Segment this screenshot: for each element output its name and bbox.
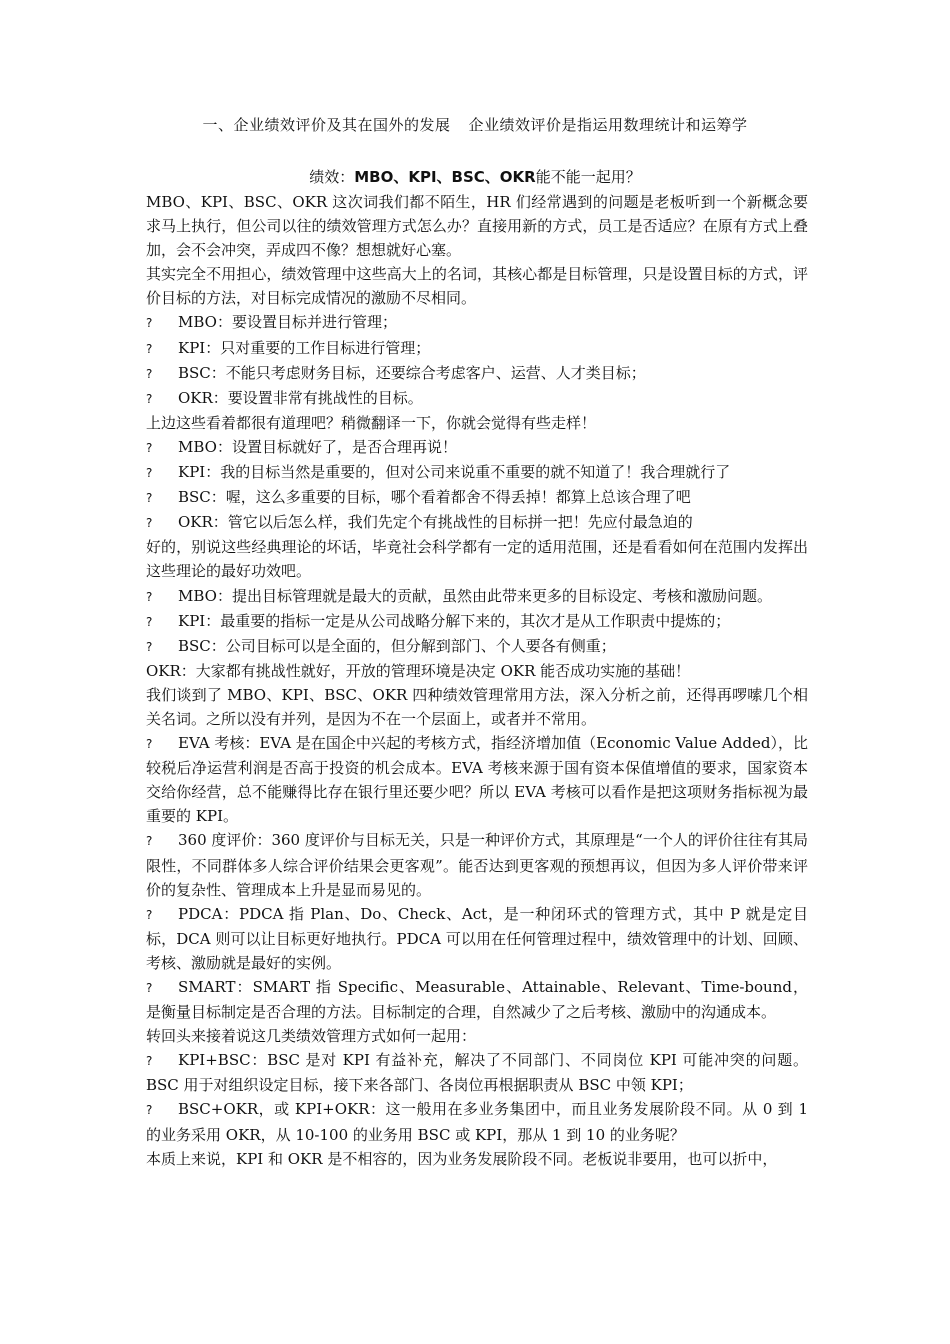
bullet-glyph: ? (146, 907, 153, 922)
paragraph (146, 902, 808, 975)
title-prefix: 绩效： (309, 168, 355, 186)
bullet-glyph: ? (146, 1103, 153, 1118)
paragraph (146, 828, 808, 901)
paragraph-text: BSC：喔，这么多重要的目标，哪个看着都舍不得丢掉！都算上总该合理了吧 (178, 488, 691, 507)
paragraph-text: OKR：大家都有挑战性就好，开放的管理环境是决定 OKR 能否成功实施的基础！ (146, 661, 691, 680)
paragraph-text: MBO：设置目标就好了，是否合理再说！ (178, 437, 457, 456)
paragraph (146, 336, 808, 361)
bullet-glyph: ? (146, 516, 153, 531)
paragraph (146, 683, 808, 731)
paragraph-text: KPI：只对重要的工作目标进行管理； (178, 338, 431, 357)
paragraph (146, 1147, 808, 1171)
paragraph (146, 190, 808, 262)
paragraph-text: 上边这些看着都很有道理吧？稍微翻译一下，你就会觉得有些走样！ (146, 413, 597, 432)
paragraph (146, 535, 808, 583)
paragraph-text: OKR：要设置非常有挑战性的目标。 (178, 388, 423, 407)
paragraph (146, 435, 808, 460)
paragraph-text: MBO、KPI、BSC、OKR 这次词我们都不陌生，HR 们经常遇到的问题是老板听到一个新概念要求马上执行，但公司以往的绩效管理方式怎么办？直接用新的方式，员工是否适应？在原有方式上叠加，会不会冲突，弄成四不像？想想就好心塞。 (146, 193, 808, 260)
paragraph (146, 460, 808, 485)
bullet-glyph: ? (146, 341, 153, 356)
bullet-glyph: ? (146, 366, 153, 381)
bullet-glyph: ? (146, 391, 153, 406)
paragraph-text: 我们谈到了 MBO、KPI、BSC、OKR 四种绩效管理常用方法，深入分析之前，还得再啰嗦几个相关名词。之所以没有并列，是因为不在一个层面上，或者并不常用。 (146, 685, 808, 728)
paragraph (146, 310, 808, 335)
paragraph-text: 本质上来说，KPI 和 OKR 是不相容的，因为业务发展阶段不同。老板说非要用，也可以折中， (146, 1149, 778, 1168)
paragraph (146, 510, 808, 535)
paragraph-text: SMART：SMART 指 Specific、Measurable、Attainable、Relevant、Time-bound，是衡量目标制定是否合理的方法。目标制定的合理，自然减少了之后考核、激励中的沟通成本。 (146, 978, 808, 1022)
bullet-glyph: ? (146, 316, 153, 331)
bullet-glyph: ? (146, 491, 153, 506)
bullet-glyph: ? (146, 589, 153, 604)
paragraph (146, 659, 808, 683)
bullet-glyph: ? (146, 440, 153, 455)
paragraph-text: PDCA：PDCA 指 Plan、Do、Check、Act，是一种闭环式的管理方式，其中 P 就是定目标，DCA 则可以让目标更好地执行。PDCA 可以用在任何管理过程中，绩效管理中的计划、回顾、考核、激励就是最好的实例。 (146, 904, 808, 972)
bullet-glyph: ? (146, 1054, 153, 1069)
paragraph (146, 361, 808, 386)
title-bold: MBO、KPI、BSC、OKR (354, 168, 536, 186)
bullet-glyph: ? (146, 466, 153, 481)
paragraph (146, 609, 808, 634)
paragraph-text: KPI：最重要的指标一定是从公司战略分解下来的，其次才是从工作职责中提炼的； (178, 611, 731, 630)
paragraph-text: 转回头来接着说这几类绩效管理方式如何一起用： (146, 1027, 477, 1046)
paragraph-text: KPI+BSC：BSC 是对 KPI 有益补充，解决了不同部门、不同岗位 KPI 可能冲突的问题。BSC 用于对组织设定目标，接下来各部门、各岗位再根据职责从 BSC 中领 KPI； (146, 1051, 808, 1095)
paragraph-text: 其实完全不用担心，绩效管理中这些高大上的名词，其核心都是目标管理，只是设置目标的方式，评价目标的方法，对目标完成情况的激励不尽相同。 (146, 265, 808, 308)
document-body (146, 190, 808, 1171)
title-suffix: 能不能一起用？ (535, 168, 641, 186)
paragraph (146, 584, 808, 609)
paragraph-text: EVA 考核：EVA 是在国企中兴起的考核方式，指经济增加值（Economic Value Added），比较税后净运营利润是否高于投资的机会成本。EVA 考核来源于国有资本保值增值的要求，国家资本交给你经营，总不能赚得比存在银行里还要少吧？所以 EVA 考核可以看作是把这项财务指标视为最重要的 KPI。 (146, 734, 808, 826)
paragraph (146, 386, 808, 411)
paragraph (146, 975, 808, 1024)
bullet-glyph: ? (146, 614, 153, 629)
paragraph-text: KPI：我的目标当然是重要的，但对公司来说重不重要的就不知道了！我合理就行了 (178, 463, 731, 482)
paragraph (146, 1097, 808, 1146)
paragraph (146, 1048, 808, 1097)
paragraph-text: 360 度评价：360 度评价与目标无关，只是一种评价方式，其原理是“一个人的评价往往有其局限性，不同群体多人综合评价结果会更客观”。能否达到更客观的预想再议，但因为多人评价带来评价的复杂性、管理成本上升是显而易见的。 (146, 831, 808, 899)
paragraph-text: BSC+OKR，或 KPI+OKR：这一般用在多业务集团中，而且业务发展阶段不同。从 0 到 1 的业务采用 OKR，从 10-100 的业务用 BSC 或 KPI，那从 1 到 10 的业务呢？ (146, 1100, 808, 1144)
header-left: 一、企业绩效评价及其在国外的发展 (202, 116, 451, 134)
paragraph-text: 好的，别说这些经典理论的坏话，毕竟社会科学都有一定的适用范围，还是看看如何在范围内发挥出这些理论的最好功效吧。 (146, 538, 808, 581)
paragraph (146, 634, 808, 659)
paragraph-text: MBO：提出目标管理就是最大的贡献，虽然由此带来更多的目标设定、考核和激励问题。 (178, 586, 772, 605)
document-title (0, 166, 950, 187)
bullet-glyph: ? (146, 981, 153, 995)
header-right: 企业绩效评价是指运用数理统计和运筹学 (468, 116, 748, 134)
paragraph (146, 731, 808, 828)
paragraph-text: BSC：公司目标可以是全面的，但分解到部门、个人要各有侧重； (178, 636, 616, 655)
bullet-glyph: ? (146, 639, 153, 654)
bullet-glyph: ? (146, 737, 153, 752)
paragraph-text: BSC：不能只考虑财务目标，还要综合考虑客户、运营、人才类目标； (178, 363, 646, 382)
paragraph (146, 1024, 808, 1048)
paragraph (146, 411, 808, 435)
paragraph (146, 262, 808, 310)
paragraph-text: MBO：要设置目标并进行管理； (178, 313, 397, 332)
page-header (0, 114, 950, 135)
paragraph-text: OKR：管它以后怎么样，我们先定个有挑战性的目标拼一把！先应付最急迫的 (178, 513, 693, 532)
bullet-glyph: ? (146, 834, 153, 849)
paragraph (146, 485, 808, 510)
